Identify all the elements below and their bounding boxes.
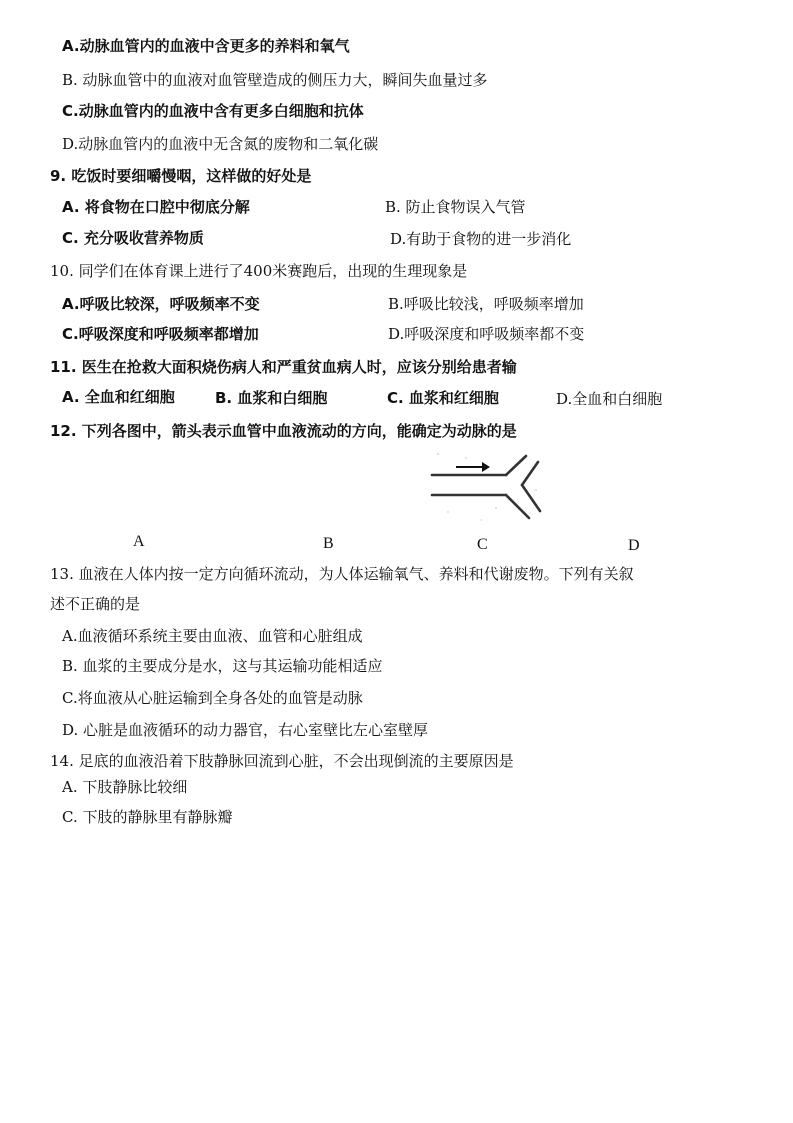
figure-label-c: C — [477, 536, 488, 553]
flow-arrow-icon — [456, 462, 490, 472]
q9-option-b: B. 防止食物误入气管 — [385, 198, 526, 216]
figure-label-d: D — [628, 537, 640, 554]
q14-option-a: A. 下肢静脉比较细 — [62, 778, 188, 796]
blood-vessel-diagram-c — [426, 446, 546, 528]
q8-option-b: B. 动脉血管中的血液对血管壁造成的侧压力大，瞬间失血量过多 — [62, 71, 488, 89]
q9-option-c: C. 充分吸收营养物质 — [62, 229, 204, 247]
figure-label-b: B — [323, 535, 334, 552]
q13-stem-line2: 述不正确的是 — [50, 595, 141, 613]
q11-option-b: B. 血浆和白细胞 — [215, 389, 328, 407]
q11-option-c: C. 血浆和红细胞 — [387, 389, 499, 407]
q14-option-c: C. 下肢的静脉里有静脉瓣 — [62, 808, 233, 826]
q10-stem: 10. 同学们在体育课上进行了400米赛跑后，出现的生理现象是 — [50, 262, 468, 280]
q13-option-b: B. 血浆的主要成分是水，这与其运输功能相适应 — [62, 657, 383, 675]
q13-option-d: D. 心脏是血液循环的动力器官，右心室壁比左心室壁厚 — [62, 721, 429, 739]
figure-label-a: A — [133, 533, 145, 550]
q10-option-c: C.呼吸深度和呼吸频率都增加 — [62, 325, 259, 343]
q11-option-d: D.全血和白细胞 — [556, 390, 663, 408]
q8-option-c: C.动脉血管内的血液中含有更多白细胞和抗体 — [62, 102, 364, 120]
q9-option-d: D.有助于食物的进一步消化 — [390, 230, 572, 248]
q9-option-a: A. 将食物在口腔中彻底分解 — [62, 198, 250, 216]
q8-option-d: D.动脉血管内的血液中无含氮的废物和二氧化碳 — [62, 135, 379, 153]
q10-option-a: A.呼吸比较深，呼吸频率不变 — [62, 295, 260, 313]
q9-stem: 9. 吃饭时要细嚼慢咽，这样做的好处是 — [50, 167, 312, 185]
q12-stem: 12. 下列各图中，箭头表示血管中血液流动的方向，能确定为动脉的是 — [50, 422, 517, 440]
q11-stem: 11. 医生在抢救大面积烧伤病人和严重贫血病人时，应该分别给患者输 — [50, 358, 517, 376]
q13-option-c: C.将血液从心脏运输到全身各处的血管是动脉 — [62, 689, 363, 707]
q10-option-d: D.呼吸深度和呼吸频率都不变 — [388, 325, 585, 343]
q10-option-b: B.呼吸比较浅，呼吸频率增加 — [388, 295, 584, 313]
q11-option-a: A. 全血和红细胞 — [62, 388, 175, 406]
q8-option-a: A.动脉血管内的血液中含更多的养料和氧气 — [62, 37, 350, 55]
q13-stem-line1: 13. 血液在人体内按一定方向循环流动，为人体运输氧气、养料和代谢废物。下列有关叙 — [50, 565, 634, 583]
q14-stem: 14. 足底的血液沿着下肢静脉回流到心脏，不会出现倒流的主要原因是 — [50, 752, 514, 770]
q13-option-a: A.血液循环系统主要由血液、血管和心脏组成 — [62, 627, 363, 645]
